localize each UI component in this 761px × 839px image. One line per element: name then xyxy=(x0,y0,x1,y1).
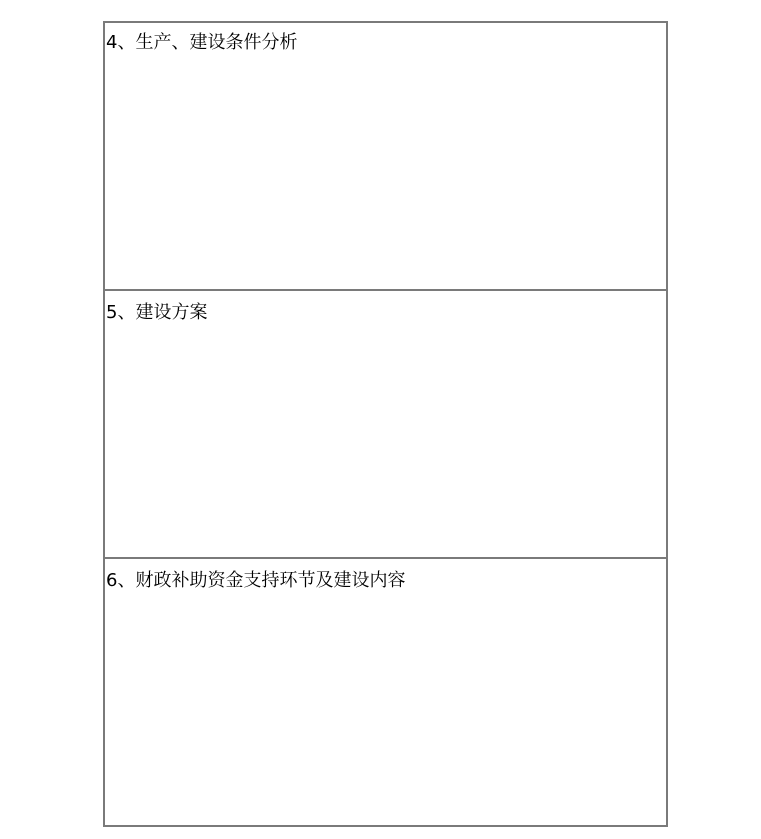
section-construction-plan xyxy=(105,289,666,557)
section-subsidy-support xyxy=(105,557,666,825)
section-title: 4、生产、建设条件分析 xyxy=(106,32,298,53)
section-title: 6、财政补助资金支持环节及建设内容 xyxy=(106,570,406,591)
form-table xyxy=(103,21,668,827)
section-production-conditions xyxy=(105,23,666,289)
section-title: 5、建设方案 xyxy=(106,302,208,323)
